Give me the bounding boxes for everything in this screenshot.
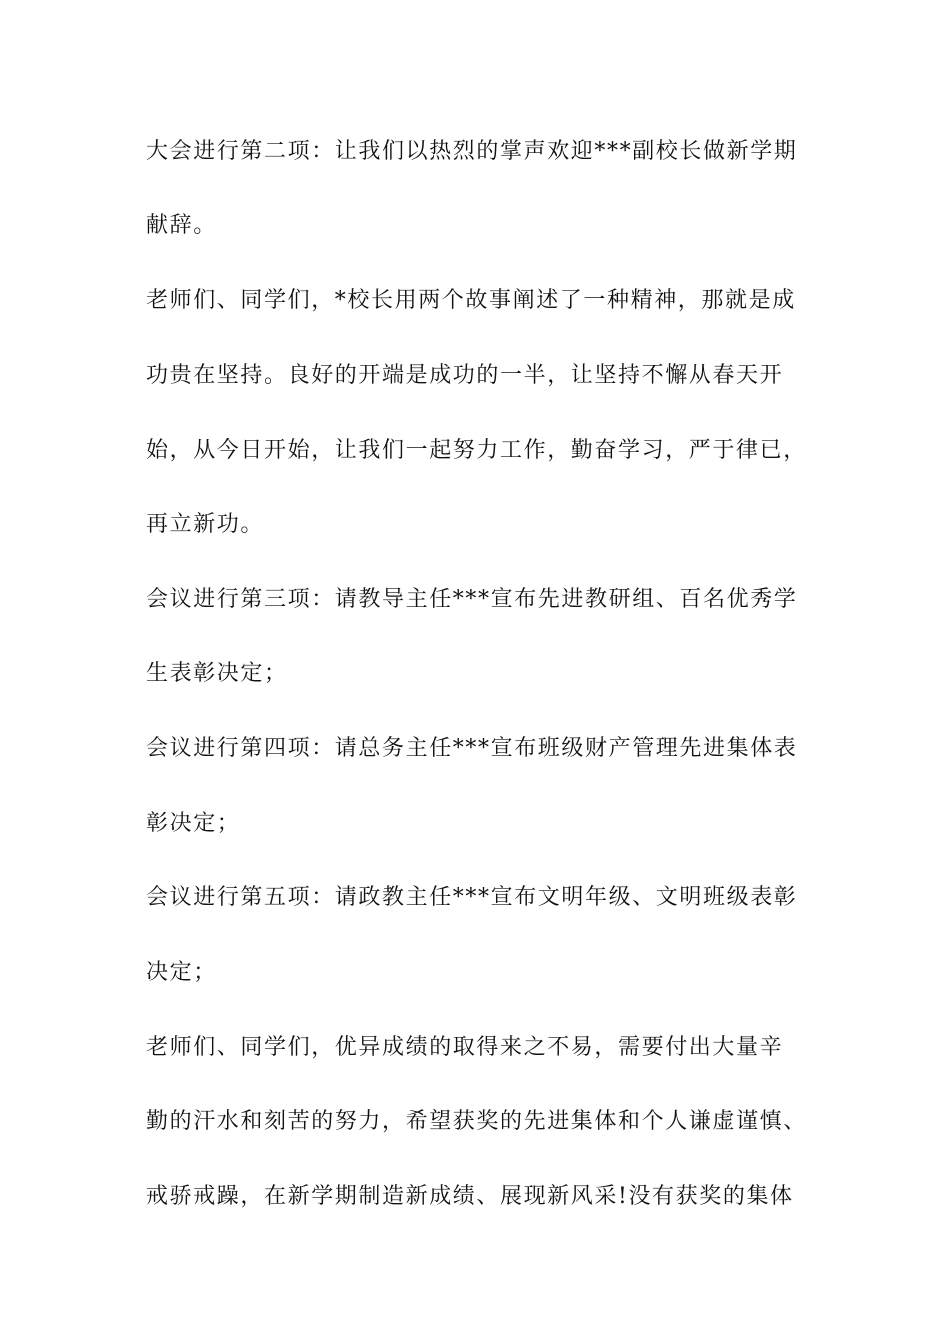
- text-line: 再立新功。: [146, 512, 265, 537]
- text-line: 老师们、同学们，优异成绩的取得来之不易，需要付出大量辛: [146, 1035, 784, 1060]
- text-line: 始，从今日开始，让我们一起努力工作，勤奋学习，严于律已，: [146, 438, 807, 463]
- text-line: 献辞。: [146, 213, 217, 238]
- text-line: 彰决定；: [146, 811, 241, 836]
- text-line: 勤的汗水和刻苦的努力，希望获奖的先进集体和个人谦虚谨慎、: [146, 1109, 807, 1134]
- text-line: 会议进行第五项：请政教主任***宣布文明年级、文明班级表彰: [146, 885, 798, 910]
- text-line: 老师们、同学们，*校长用两个故事阐述了一种精神，那就是成: [146, 288, 796, 313]
- text-line: 会议进行第三项：请教导主任***宣布先进教研组、百名优秀学: [146, 587, 798, 612]
- text-line: 会议进行第四项：请总务主任***宣布班级财产管理先进集体表: [146, 736, 798, 761]
- text-line: 大会进行第二项：让我们以热烈的掌声欢迎***副校长做新学期: [146, 139, 798, 164]
- text-line: 功贵在坚持。良好的开端是成功的一半，让坚持不懈从春天开: [146, 363, 784, 388]
- text-line: 戒骄戒躁，在新学期制造新成绩、展现新风采!没有获奖的集体: [146, 1184, 794, 1209]
- text-line: 生表彰决定；: [146, 661, 288, 686]
- text-line: 决定；: [146, 960, 217, 985]
